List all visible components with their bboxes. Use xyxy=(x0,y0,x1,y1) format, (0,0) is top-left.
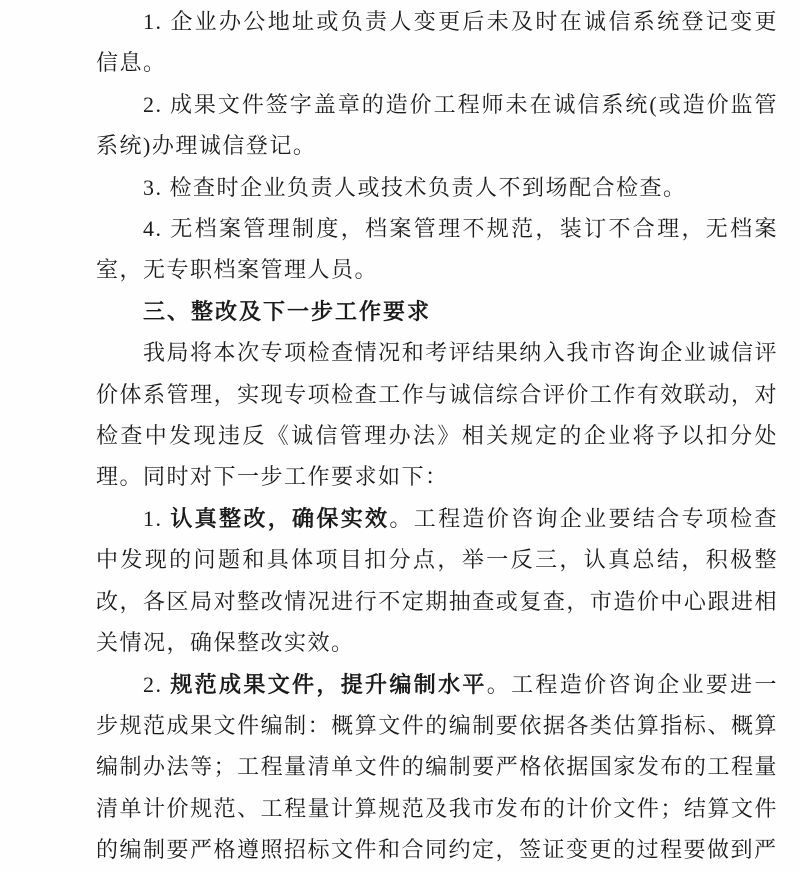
problem-item-2 xyxy=(96,84,778,167)
bold-run-in-text: 规范成果文件，提升编制水平 xyxy=(170,671,487,697)
body-text-segment: 2. 成果文件签字盖章的造价工程师未在诚信系统(或造价监管系统)办理诚信登记。 xyxy=(96,91,778,159)
problem-item-1 xyxy=(96,1,778,84)
body-text-segment: 1. xyxy=(143,505,171,531)
document-content xyxy=(96,1,778,871)
body-text-segment: 。工程造价咨询企业要结合专项检查中发现的问题和具体项目扣分点，举一反三，认真总结，积极整改，各区局对整改情况进行不定期抽查或复查，市造价中心跟进相关情况，确保整改实效。 xyxy=(96,505,778,656)
bold-run-in-text: 三、整改及下一步工作要求 xyxy=(143,298,432,324)
section-heading xyxy=(96,291,778,332)
problem-item-4 xyxy=(96,208,778,291)
body-text-segment: 2. xyxy=(143,671,171,697)
bold-run-in-text: 认真整改，确保实效 xyxy=(170,505,390,531)
body-text-segment: 1. 企业办公地址或负责人变更后未及时在诚信系统登记变更信息。 xyxy=(96,9,778,76)
body-text-segment: 我局将本次专项检查情况和考评结果纳入我市咨询企业诚信评价体系管理，实现专项检查工作与诚信综合评价工作有效联动，对检查中发现违反《诚信管理办法》相关规定的企业将予以扣分处理。同时对下一步工作要求如下： xyxy=(96,340,778,490)
requirement-1 xyxy=(96,498,778,664)
body-text-segment: 。工程造价咨询企业要进一步规范成果文件编制：概算文件的编制要依据各类估算指标、概算编制办法等；工程量清单文件的编制要严格依据国家发布的工程量清单计价规范、工程量计算规范及我市发布的计价文件；结算文件的编制要严格遵照招标文件和合同约定，签证变更的过程要做到严 xyxy=(96,671,778,863)
requirement-2 xyxy=(96,664,778,871)
problem-item-3 xyxy=(96,167,778,208)
body-text-segment: 3. 检查时企业负责人或技术负责人不到场配合检查。 xyxy=(143,174,687,200)
section-intro xyxy=(96,332,778,498)
body-text-segment: 4. 无档案管理制度，档案管理不规范，装订不合理，无档案室，无专职档案管理人员。 xyxy=(96,216,778,283)
